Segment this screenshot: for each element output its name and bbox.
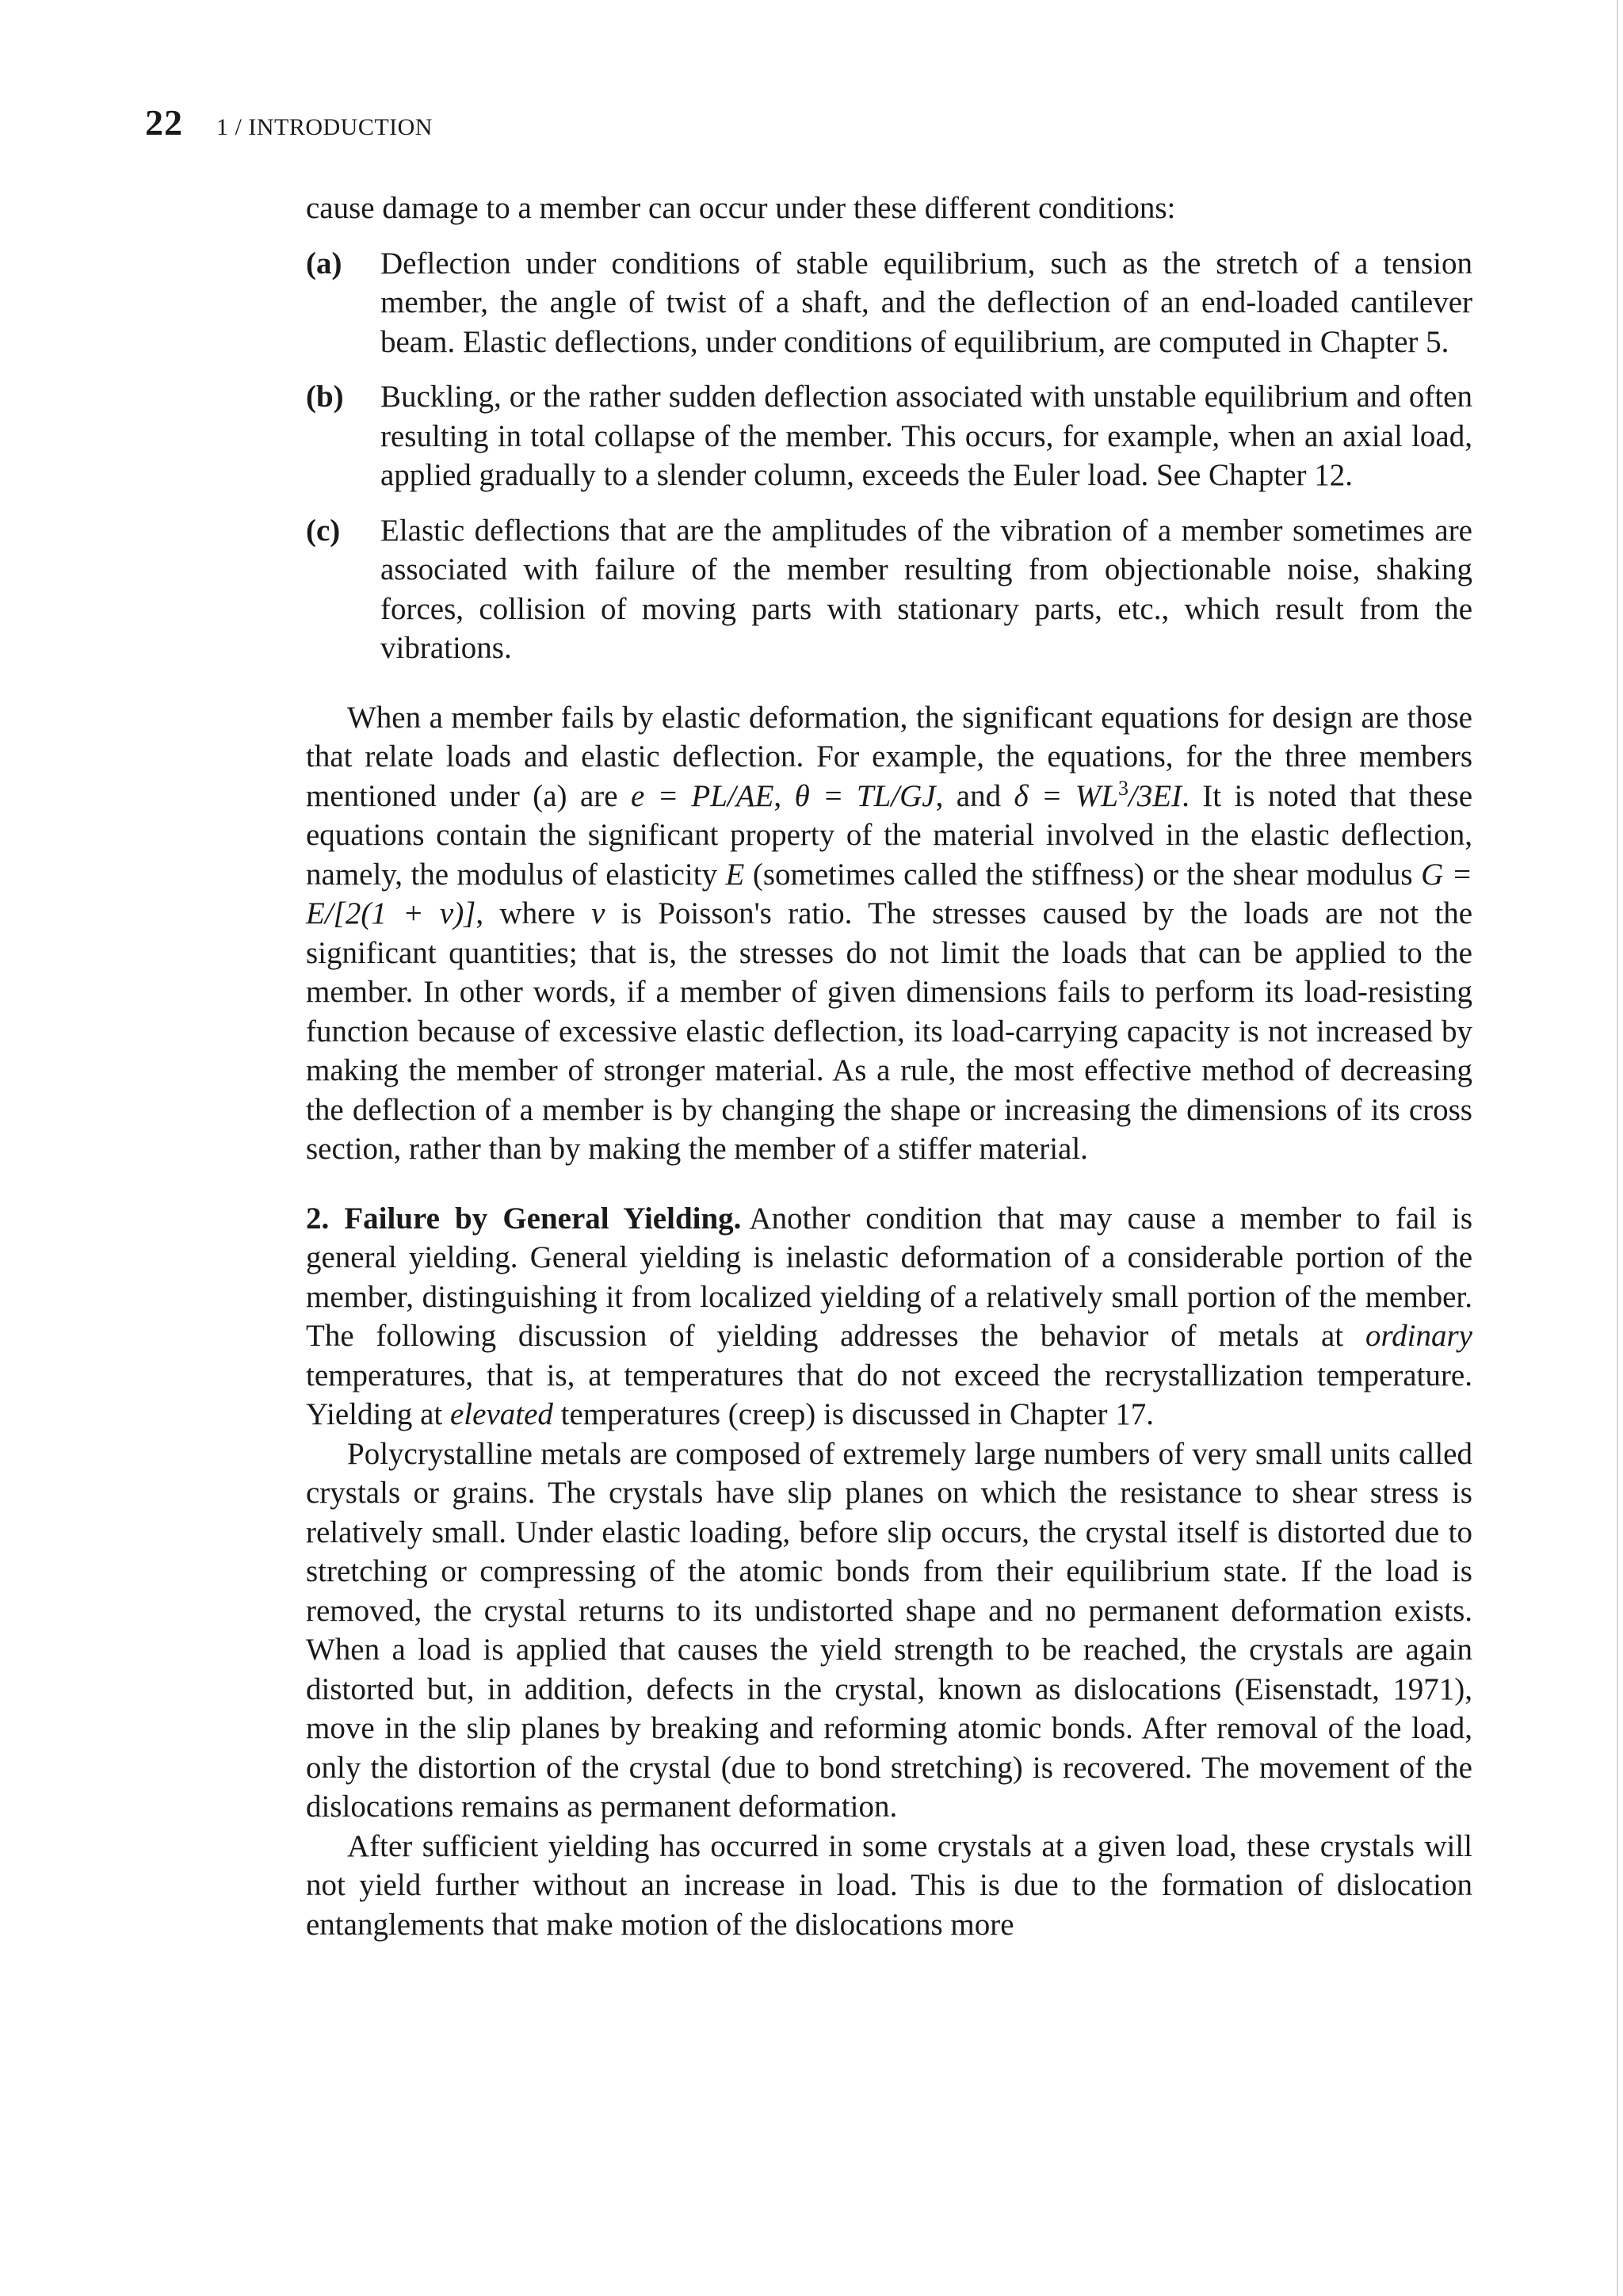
equation-shear-modulus: G = E/[2(1 + ν)] xyxy=(306,857,1472,930)
equation-part: δ = WL xyxy=(1014,778,1118,813)
chapter-label: 1 / INTRODUCTION xyxy=(216,114,433,140)
text-run: (sometimes called the stiffness) or the shear modulus xyxy=(744,857,1422,892)
equation-twist: θ = TL/GJ xyxy=(794,778,936,813)
condition-label: (a) xyxy=(306,246,342,281)
text-run: , xyxy=(773,778,795,813)
equation-deflection xyxy=(1014,776,1182,813)
symbol-poisson: ν xyxy=(591,896,605,930)
condition-item-a xyxy=(306,244,1472,362)
equation-stretch: e = PL/AE xyxy=(630,778,774,813)
elastic-deformation-paragraph xyxy=(306,698,1472,1169)
text-run: When a member fails by elastic deformation, the significant equations for design are those that relate loads and elastic deflection. For example, the equations, for the three members mentioned under (a) are xyxy=(306,700,1472,813)
text-run: is Poisson's ratio. The stresses caused by the loads are not the significant quantities; that is, the stresses do not limit the loads that can be applied to the member. In other words, if a member of given dimensions fails to perform its load-resisting function because of excessive elastic deflection, its load-carrying capacity is not increased by making the member of stronger material. As a rule, the most effective method of decreasing the deflection of a member is by changing the shape or increasing the dimensions of its cross section, rather than by making the member of a stiffer material. xyxy=(306,896,1473,1166)
text-run: , where xyxy=(475,896,592,930)
intro-line: cause damage to a member can occur under these different conditions: xyxy=(306,191,1176,225)
condition-text: Deflection under conditions of stable equilibrium, such as the stretch of a tension member, the angle of twist of a shaft, and the deflection of an end-loaded cantilever beam. Elastic deflections, under conditions of equilibrium, are computed in Chapter 5. xyxy=(380,246,1472,359)
polycrystalline-paragraph: Polycrystalline metals are composed of extremely large numbers of very small units called crystals or grains. The crystals have slip planes on which the resistance to shear stress is relatively small. Under elastic loading, before slip occurs, the crystal itself is distorted due to stretching or compressing of the atomic bonds from their equilibrium state. If the load is removed, the crystal returns to its undistorted shape and no permanent deformation exists. When a load is applied that causes the yield strength to be reached, the crystals are again distorted but, in addition, defects in the crystal, known as dislocations (Eisenstadt, 1971), move in the slip planes by breaking and reforming atomic bonds. After removal of the load, only the distortion of the crystal (due to bond stretching) is recovered. The movement of the dislocations remains as permanent deformation. xyxy=(306,1436,1472,1824)
symbol-modulus: E xyxy=(725,857,745,892)
condition-label: (b) xyxy=(306,380,344,414)
text-run: temperatures (creep) is discussed in Chapter 17. xyxy=(552,1397,1154,1431)
condition-text: Elastic deflections that are the amplitudes of the vibration of a member sometimes are associated with failure of the member resulting from objectionable noise, shaking forces, collision of moving parts with stationary parts, etc., which result from the vibrations. xyxy=(380,513,1472,665)
body-text xyxy=(306,189,1472,1944)
yielding-paragraph: After sufficient yielding has occurred in some crystals at a given load, these crystals will not yield further without an increase in load. This is due to the formation of dislocation entanglements that make motion of the dislocations more xyxy=(306,1828,1472,1942)
equation-exponent: 3 xyxy=(1117,776,1128,800)
running-head xyxy=(145,101,433,143)
condition-label: (c) xyxy=(306,513,341,548)
text-run: . It is noted that these equations contain the significant property of the material involved in the elastic deflection, namely, the modulus of elasticity xyxy=(306,778,1473,892)
condition-item-b xyxy=(306,377,1472,495)
section-heading: 2. Failure by General Yielding. xyxy=(306,1201,742,1236)
condition-text: Buckling, or the rather sudden deflection associated with unstable equilibrium and often resulting in total collapse of the member. This occurs, for example, when an axial load, applied gradually to a slender column, exceeds the Euler load. See Chapter 12. xyxy=(380,380,1472,492)
emphasis-elevated: elevated xyxy=(449,1397,553,1431)
text-run: , and xyxy=(935,778,1014,813)
text-run: temperatures, that is, at temperatures that do not exceed the recrystallization temperature. Yielding at xyxy=(306,1358,1472,1431)
emphasis-ordinary: ordinary xyxy=(1365,1319,1472,1353)
condition-item-c xyxy=(306,511,1472,668)
general-yielding-section xyxy=(306,1199,1472,1435)
equation-part: /3EI xyxy=(1128,778,1182,813)
page-edge-divider xyxy=(1617,0,1618,2296)
text-run: Another condition that may cause a member to fail is general yielding. General yielding is inelastic deformation of a considerable portion of the member, distinguishing it from localized yielding of a relatively small portion of the member. The following discussion of yielding addresses the behavior of metals at xyxy=(306,1201,1472,1353)
page-number: 22 xyxy=(145,102,183,143)
